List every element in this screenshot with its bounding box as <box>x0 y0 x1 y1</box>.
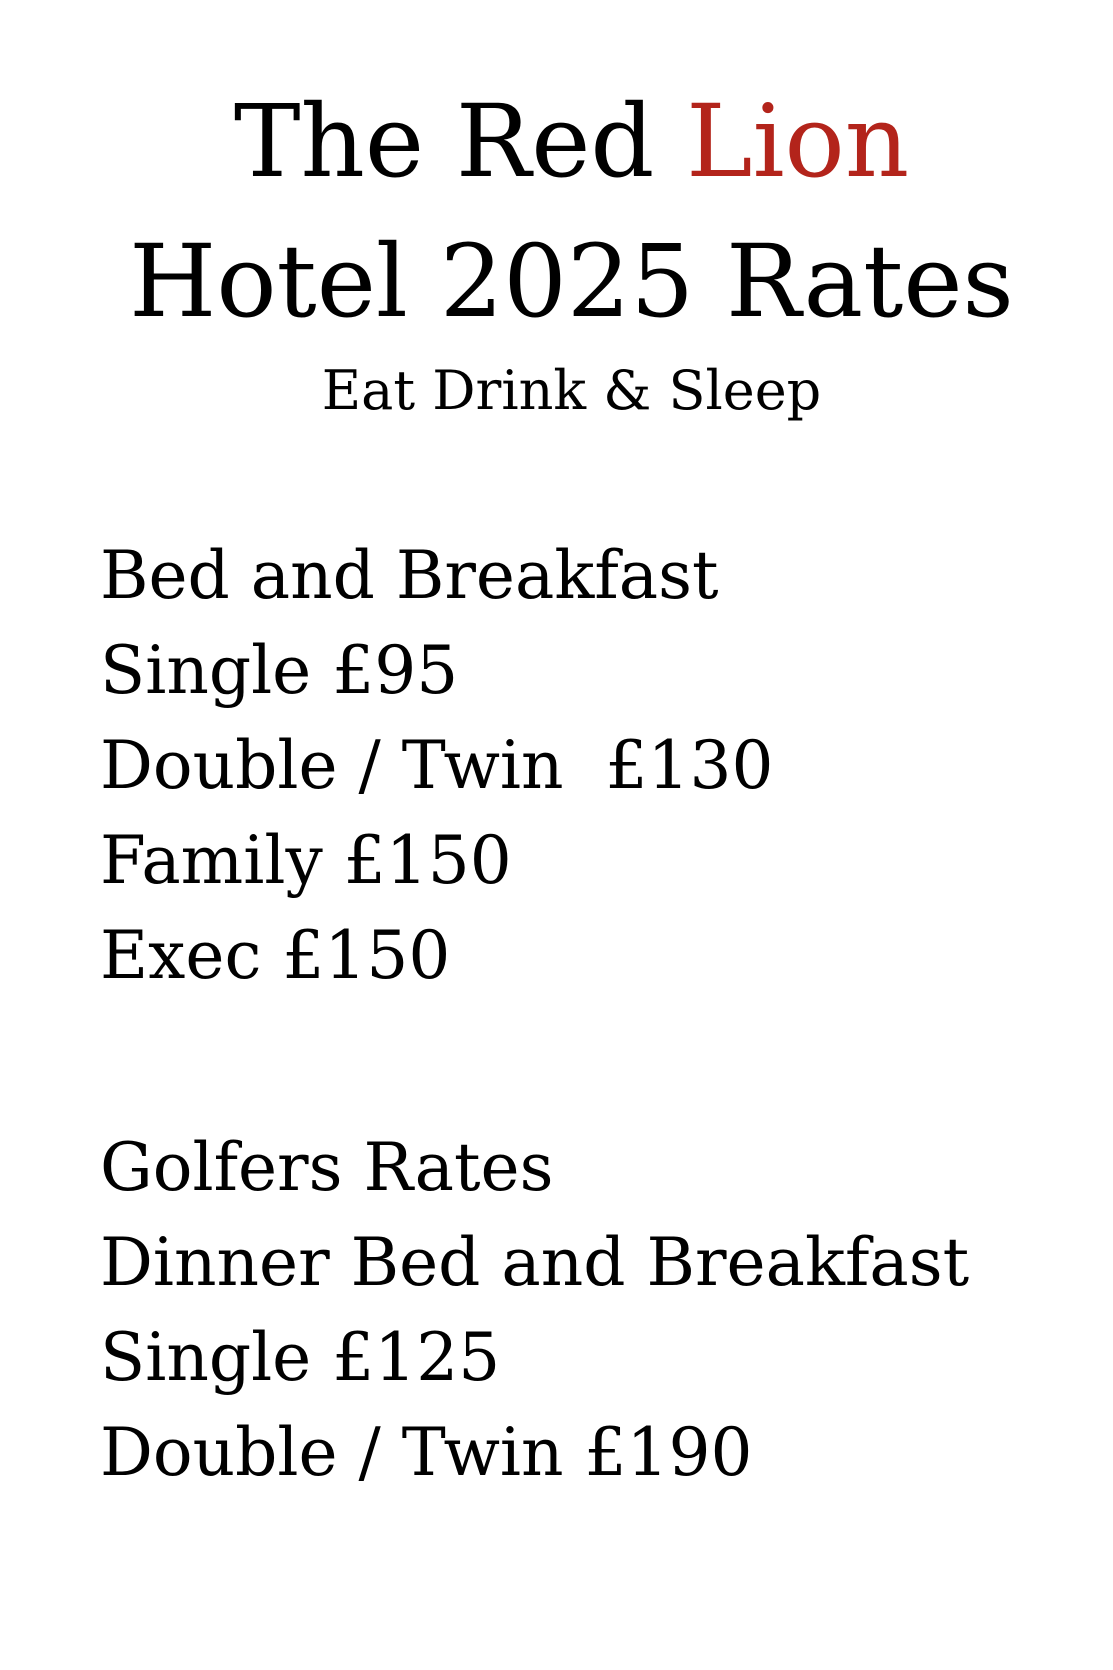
title-line-1 <box>0 83 1113 200</box>
section-subheading: Dinner Bed and Breakfast <box>100 1224 970 1301</box>
rate-line: Double / Twin £190 <box>100 1414 753 1491</box>
title-accent-lion: Lion <box>686 83 910 200</box>
tagline: Eat Drink & Sleep <box>321 359 822 422</box>
rate-line: Exec £150 <box>100 917 451 994</box>
section-heading: Bed and Breakfast <box>100 537 719 614</box>
title-line-2: Hotel 2025 Rates <box>129 223 1014 340</box>
rate-line: Family £150 <box>100 822 512 899</box>
title-part-1: The Red <box>233 83 687 200</box>
section-heading: Golfers Rates <box>100 1129 554 1206</box>
bed-and-breakfast-section <box>100 528 1060 1003</box>
rate-line: Single £125 <box>100 1319 501 1396</box>
rate-line: Double / Twin £130 <box>100 727 774 804</box>
golfers-section <box>100 1120 1060 1500</box>
rate-line: Single £95 <box>100 632 459 709</box>
